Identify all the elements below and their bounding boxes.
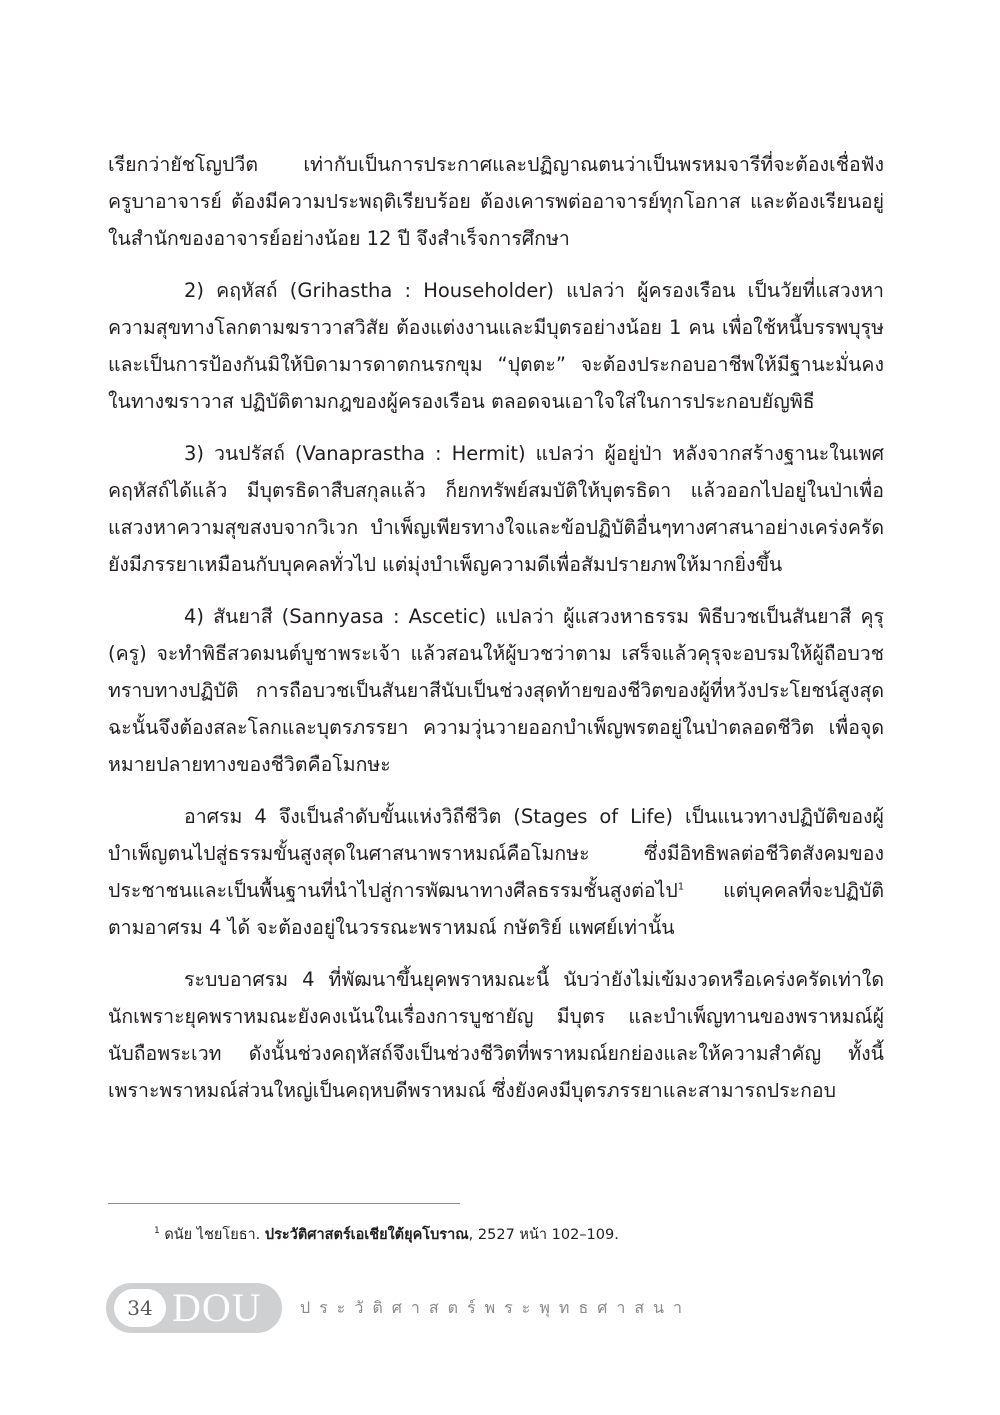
footnote-details: , 2527 หน้า 102–109. <box>468 1227 619 1243</box>
page-body <box>108 146 884 1124</box>
footnote-marker: 1 <box>154 1226 160 1237</box>
paragraph-vanaprastha: 3) วนปรัสถ์ (Vanaprastha : Hermit) แปลว่า ผู้อยู่ป่า หลังจากสร้างฐานะในเพศคฤหัสถ์ได้แล้ว มีบุตรธิดาสืบสกุลแล้ว ก็ยกทรัพย์สมบัติให้บุตรธิดา แล้วออกไปอยู่ในป่าเพื่อแสวงหาความสุขสงบจากวิเวก บำเพ็ญเพียรทางใจและข้อปฏิบัติอื่นๆทางศาสนาอย่างเคร่งครัด ยังมีภรรยาเหมือนกับบุคคลทั่วไป แต่มุ่งบำเพ็ญความดีเพื่อสัมปรายภพให้มากยิ่งขึ้น <box>108 442 884 576</box>
footnote-title: ประวัติศาสตร์เอเชียใต้ยุคโบราณ <box>264 1227 469 1243</box>
paragraph-ashrama-summary <box>108 798 884 946</box>
paragraph-continuation: เรียกว่ายัชโญปวีต เท่ากับเป็นการประกาศและปฏิญาณตนว่าเป็นพรหมจารีที่จะต้องเชื่อฟังครูบาอาจารย์ ต้องมีความประพฤติเรียบร้อย ต้องเคารพต่ออาจารย์ทุกโอกาส และต้องเรียนอยู่ในสำนักของอาจารย์อย่างน้อย 12 ปี จึงสำเร็จการศึกษา <box>108 153 884 250</box>
page-folio-badge <box>106 1283 282 1333</box>
paragraph-ashrama-summary-a: อาศรม 4 จึงเป็นลำดับขั้นแห่งวิถีชีวิต (Stages of Life) เป็นแนวทางปฏิบัติของผู้บำเพ็ญตนไปสู่ธรรมขั้นสูงสุดในศาสนาพราหมณ์คือโมกษะ ซึ่งมีอิทธิพลต่อชีวิตสังคมของประชาชนและเป็นพื้นฐานที่นำไปสู่การพัฒนาทางศีลธรรมชั้นสูงต่อไป <box>108 805 884 902</box>
footnote <box>154 1224 619 1246</box>
footnote-divider <box>108 1203 460 1204</box>
dou-logo: DOU <box>172 1285 262 1330</box>
running-title: ประวัติศาสตร์พระพุทธศาสนา <box>300 1298 692 1317</box>
footnote-author: ดนัย ไชยโยธา. <box>164 1227 261 1243</box>
footnote-reference[interactable]: 1 <box>677 881 685 893</box>
paragraph-ashrama-summary-b: แต่บุคคลที่จะปฏิบัติตามอาศรม 4 ได้ จะต้องอยู่ในวรรณะพราหมณ์ กษัตริย์ แพศย์เท่านั้น <box>108 879 884 939</box>
page-number: 34 <box>114 1289 166 1327</box>
paragraph-grihastha: 2) คฤหัสถ์ (Grihastha : Householder) แปลว่า ผู้ครองเรือน เป็นวัยที่แสวงหาความสุขทางโลกตามฆราวาสวิสัย ต้องแต่งงานและมีบุตรอย่างน้อย 1 คน เพื่อใช้หนี้บรรพบุรุษและเป็นการป้องกันมิให้บิดามารดาตกนรกขุม “ปุตตะ” จะต้องประกอบอาชีพให้มีฐานะมั่นคงในทางฆราวาส ปฏิบัติตามกฎของผู้ครองเรือน ตลอดจนเอาใจใส่ในการประกอบยัญพิธี <box>108 279 884 413</box>
paragraph-sannyasa: 4) สันยาสี (Sannyasa : Ascetic) แปลว่า ผู้แสวงหาธรรม พิธีบวชเป็นสันยาสี คุรุ (ครู) จะทำพิธีสวดมนต์บูชาพระเจ้า แล้วสอนให้ผู้บวชว่าตาม เสร็จแล้วคุรุจะอบรมให้ผู้ถือบวชทราบทางปฏิบัติ การถือบวชเป็นสันยาสีนับเป็นช่วงสุดท้ายของชีวิตของผู้ที่หวังประโยชน์สูงสุด ฉะนั้นจึงต้องสละโลกและบุตรภรรยา ความวุ่นวายออกบำเพ็ญพรตอยู่ในป่าตลอดชีวิต เพื่อจุดหมายปลายทางของชีวิตคือโมกษะ <box>108 605 884 776</box>
paragraph-ashrama-system: ระบบอาศรม 4 ที่พัฒนาขึ้นยุคพราหมณะนี้ นับว่ายังไม่เข้มงวดหรือเคร่งครัดเท่าใดนักเพราะยุคพราหมณะยังคงเน้นในเรื่องการบูชายัญ มีบุตร และบำเพ็ญทานของพราหมณ์ผู้นับถือพระเวท ดังนั้นช่วงคฤหัสถ์จึงเป็นช่วงชีวิตที่พราหมณ์ยกย่องและให้ความสำคัญ ทั้งนี้เพราะพราหมณ์ส่วนใหญ่เป็นคฤหบดีพราหมณ์ ซึ่งยังคงมีบุตรภรรยาและสามารถประกอบ <box>108 968 884 1102</box>
